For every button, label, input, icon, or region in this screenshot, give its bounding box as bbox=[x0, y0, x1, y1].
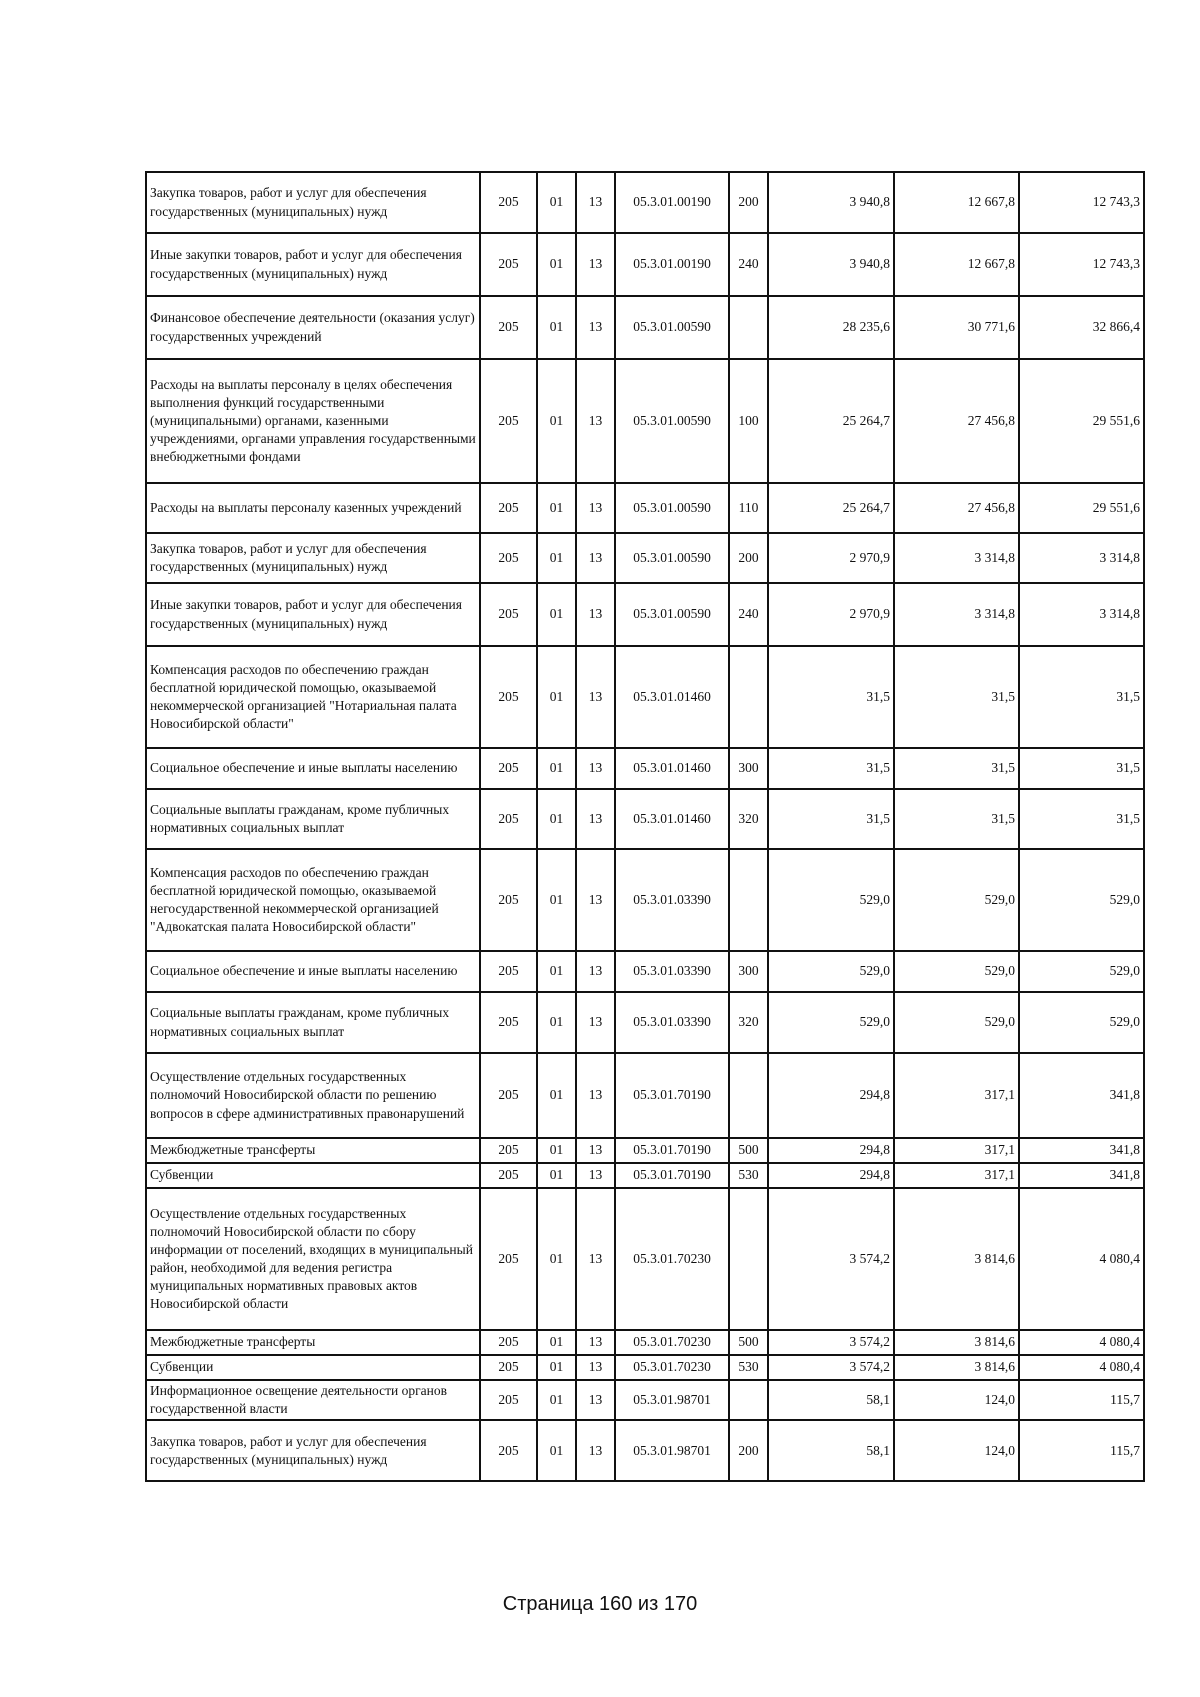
cell-vr: 320 bbox=[729, 992, 768, 1053]
cell-vr: 200 bbox=[729, 533, 768, 583]
cell-amount-year2: 30 771,6 bbox=[894, 296, 1019, 359]
budget-table bbox=[145, 171, 1145, 1482]
table-row bbox=[146, 1355, 1144, 1380]
cell-pr: 13 bbox=[576, 646, 615, 748]
cell-pr: 13 bbox=[576, 296, 615, 359]
cell-amount-year1: 25 264,7 bbox=[768, 359, 894, 483]
row-name: Расходы на выплаты персоналу казенных учреждений bbox=[146, 483, 480, 533]
cell-amount-year2: 12 667,8 bbox=[894, 172, 1019, 233]
cell-rz: 01 bbox=[537, 646, 576, 748]
table-row bbox=[146, 789, 1144, 849]
cell-vr: 500 bbox=[729, 1330, 768, 1355]
cell-rz: 01 bbox=[537, 1330, 576, 1355]
cell-grbs: 205 bbox=[480, 951, 537, 992]
cell-vr bbox=[729, 1188, 768, 1330]
row-name: Иные закупки товаров, работ и услуг для обеспечения государственных (муниципальных) нужд bbox=[146, 583, 480, 646]
cell-csr: 05.3.01.98701 bbox=[615, 1380, 729, 1420]
cell-csr: 05.3.01.00590 bbox=[615, 583, 729, 646]
row-name: Социальные выплаты гражданам, кроме публичных нормативных социальных выплат bbox=[146, 789, 480, 849]
cell-amount-year1: 529,0 bbox=[768, 951, 894, 992]
cell-amount-year2: 124,0 bbox=[894, 1380, 1019, 1420]
row-name: Закупка товаров, работ и услуг для обеспечения государственных (муниципальных) нужд bbox=[146, 1420, 480, 1481]
cell-amount-year2: 124,0 bbox=[894, 1420, 1019, 1481]
cell-pr: 13 bbox=[576, 1380, 615, 1420]
cell-csr: 05.3.01.01460 bbox=[615, 789, 729, 849]
cell-vr: 500 bbox=[729, 1138, 768, 1163]
cell-amount-year2: 3 314,8 bbox=[894, 533, 1019, 583]
cell-grbs: 205 bbox=[480, 1138, 537, 1163]
cell-csr: 05.3.01.70190 bbox=[615, 1138, 729, 1163]
cell-amount-year3: 3 314,8 bbox=[1019, 583, 1144, 646]
cell-grbs: 205 bbox=[480, 233, 537, 296]
cell-csr: 05.3.01.00190 bbox=[615, 233, 729, 296]
cell-rz: 01 bbox=[537, 1138, 576, 1163]
cell-grbs: 205 bbox=[480, 849, 537, 951]
cell-amount-year3: 341,8 bbox=[1019, 1163, 1144, 1188]
cell-csr: 05.3.01.98701 bbox=[615, 1420, 729, 1481]
table-row bbox=[146, 296, 1144, 359]
cell-csr: 05.3.01.00190 bbox=[615, 172, 729, 233]
table-row bbox=[146, 233, 1144, 296]
table-row bbox=[146, 646, 1144, 748]
cell-grbs: 205 bbox=[480, 172, 537, 233]
cell-amount-year1: 25 264,7 bbox=[768, 483, 894, 533]
page-number: Страница 160 из 170 bbox=[502, 1593, 698, 1615]
cell-csr: 05.3.01.00590 bbox=[615, 359, 729, 483]
cell-pr: 13 bbox=[576, 1188, 615, 1330]
cell-grbs: 205 bbox=[480, 789, 537, 849]
cell-amount-year3: 529,0 bbox=[1019, 992, 1144, 1053]
cell-grbs: 205 bbox=[480, 646, 537, 748]
cell-amount-year2: 27 456,8 bbox=[894, 359, 1019, 483]
row-name: Межбюджетные трансферты bbox=[146, 1330, 480, 1355]
cell-amount-year3: 32 866,4 bbox=[1019, 296, 1144, 359]
cell-rz: 01 bbox=[537, 951, 576, 992]
table-row bbox=[146, 533, 1144, 583]
cell-pr: 13 bbox=[576, 172, 615, 233]
cell-amount-year1: 31,5 bbox=[768, 646, 894, 748]
cell-vr: 320 bbox=[729, 789, 768, 849]
table-body bbox=[146, 172, 1144, 1481]
cell-rz: 01 bbox=[537, 1163, 576, 1188]
cell-rz: 01 bbox=[537, 1053, 576, 1138]
cell-amount-year1: 294,8 bbox=[768, 1138, 894, 1163]
cell-vr bbox=[729, 1053, 768, 1138]
cell-amount-year2: 317,1 bbox=[894, 1138, 1019, 1163]
cell-pr: 13 bbox=[576, 1138, 615, 1163]
table-row bbox=[146, 172, 1144, 233]
cell-csr: 05.3.01.00590 bbox=[615, 296, 729, 359]
cell-csr: 05.3.01.70230 bbox=[615, 1355, 729, 1380]
cell-amount-year1: 529,0 bbox=[768, 849, 894, 951]
cell-csr: 05.3.01.70230 bbox=[615, 1330, 729, 1355]
cell-grbs: 205 bbox=[480, 1163, 537, 1188]
cell-amount-year2: 529,0 bbox=[894, 849, 1019, 951]
table-row bbox=[146, 1163, 1144, 1188]
cell-amount-year2: 3 814,6 bbox=[894, 1330, 1019, 1355]
cell-vr bbox=[729, 296, 768, 359]
cell-rz: 01 bbox=[537, 748, 576, 789]
cell-amount-year3: 4 080,4 bbox=[1019, 1330, 1144, 1355]
cell-pr: 13 bbox=[576, 748, 615, 789]
cell-grbs: 205 bbox=[480, 1053, 537, 1138]
cell-vr: 300 bbox=[729, 748, 768, 789]
cell-vr: 200 bbox=[729, 172, 768, 233]
cell-amount-year3: 31,5 bbox=[1019, 646, 1144, 748]
row-name: Субвенции bbox=[146, 1355, 480, 1380]
cell-vr bbox=[729, 1380, 768, 1420]
cell-grbs: 205 bbox=[480, 359, 537, 483]
cell-amount-year1: 28 235,6 bbox=[768, 296, 894, 359]
cell-rz: 01 bbox=[537, 789, 576, 849]
cell-amount-year3: 115,7 bbox=[1019, 1380, 1144, 1420]
row-name: Расходы на выплаты персоналу в целях обеспечения выполнения функций государственными (муниципальными) органами, казенными учреждениями, органами управления государственными внебюджетными фондами bbox=[146, 359, 480, 483]
cell-pr: 13 bbox=[576, 1355, 615, 1380]
cell-amount-year3: 29 551,6 bbox=[1019, 483, 1144, 533]
cell-pr: 13 bbox=[576, 789, 615, 849]
cell-csr: 05.3.01.01460 bbox=[615, 748, 729, 789]
table-row bbox=[146, 1188, 1144, 1330]
cell-pr: 13 bbox=[576, 1053, 615, 1138]
cell-amount-year2: 317,1 bbox=[894, 1053, 1019, 1138]
cell-pr: 13 bbox=[576, 951, 615, 992]
row-name: Закупка товаров, работ и услуг для обеспечения государственных (муниципальных) нужд bbox=[146, 172, 480, 233]
row-name: Социальное обеспечение и иные выплаты населению bbox=[146, 951, 480, 992]
cell-amount-year3: 12 743,3 bbox=[1019, 233, 1144, 296]
cell-pr: 13 bbox=[576, 233, 615, 296]
cell-rz: 01 bbox=[537, 359, 576, 483]
row-name: Социальное обеспечение и иные выплаты населению bbox=[146, 748, 480, 789]
cell-amount-year2: 31,5 bbox=[894, 789, 1019, 849]
row-name: Осуществление отдельных государственных полномочий Новосибирской области по решению вопросов в сфере административных правонарушений bbox=[146, 1053, 480, 1138]
cell-vr: 240 bbox=[729, 233, 768, 296]
cell-amount-year3: 529,0 bbox=[1019, 951, 1144, 992]
table-row bbox=[146, 1420, 1144, 1481]
row-name: Социальные выплаты гражданам, кроме публичных нормативных социальных выплат bbox=[146, 992, 480, 1053]
cell-csr: 05.3.01.70190 bbox=[615, 1053, 729, 1138]
cell-grbs: 205 bbox=[480, 1420, 537, 1481]
cell-grbs: 205 bbox=[480, 748, 537, 789]
cell-grbs: 205 bbox=[480, 992, 537, 1053]
cell-rz: 01 bbox=[537, 583, 576, 646]
cell-pr: 13 bbox=[576, 583, 615, 646]
cell-csr: 05.3.01.70230 bbox=[615, 1188, 729, 1330]
cell-amount-year1: 31,5 bbox=[768, 748, 894, 789]
cell-amount-year1: 2 970,9 bbox=[768, 533, 894, 583]
cell-amount-year3: 12 743,3 bbox=[1019, 172, 1144, 233]
table-row bbox=[146, 1053, 1144, 1138]
cell-vr: 300 bbox=[729, 951, 768, 992]
cell-rz: 01 bbox=[537, 233, 576, 296]
cell-grbs: 205 bbox=[480, 533, 537, 583]
cell-amount-year1: 2 970,9 bbox=[768, 583, 894, 646]
cell-amount-year2: 529,0 bbox=[894, 992, 1019, 1053]
cell-amount-year3: 3 314,8 bbox=[1019, 533, 1144, 583]
cell-amount-year3: 29 551,6 bbox=[1019, 359, 1144, 483]
cell-amount-year2: 31,5 bbox=[894, 748, 1019, 789]
cell-vr bbox=[729, 849, 768, 951]
cell-amount-year3: 4 080,4 bbox=[1019, 1355, 1144, 1380]
cell-amount-year3: 341,8 bbox=[1019, 1138, 1144, 1163]
cell-amount-year3: 529,0 bbox=[1019, 849, 1144, 951]
table-row bbox=[146, 359, 1144, 483]
cell-pr: 13 bbox=[576, 1330, 615, 1355]
cell-csr: 05.3.01.00590 bbox=[615, 533, 729, 583]
cell-amount-year1: 529,0 bbox=[768, 992, 894, 1053]
cell-vr: 110 bbox=[729, 483, 768, 533]
cell-csr: 05.3.01.03390 bbox=[615, 849, 729, 951]
cell-amount-year2: 3 814,6 bbox=[894, 1188, 1019, 1330]
cell-amount-year1: 3 574,2 bbox=[768, 1188, 894, 1330]
cell-csr: 05.3.01.70190 bbox=[615, 1163, 729, 1188]
table-row bbox=[146, 1380, 1144, 1420]
cell-csr: 05.3.01.03390 bbox=[615, 992, 729, 1053]
table-row bbox=[146, 951, 1144, 992]
cell-amount-year2: 12 667,8 bbox=[894, 233, 1019, 296]
cell-pr: 13 bbox=[576, 1420, 615, 1481]
cell-rz: 01 bbox=[537, 1420, 576, 1481]
row-name: Финансовое обеспечение деятельности (оказания услуг) государственных учреждений bbox=[146, 296, 480, 359]
cell-grbs: 205 bbox=[480, 296, 537, 359]
cell-rz: 01 bbox=[537, 483, 576, 533]
table-row bbox=[146, 1330, 1144, 1355]
cell-pr: 13 bbox=[576, 849, 615, 951]
cell-amount-year3: 31,5 bbox=[1019, 748, 1144, 789]
cell-csr: 05.3.01.01460 bbox=[615, 646, 729, 748]
cell-rz: 01 bbox=[537, 1355, 576, 1380]
cell-pr: 13 bbox=[576, 1163, 615, 1188]
cell-grbs: 205 bbox=[480, 483, 537, 533]
cell-vr: 200 bbox=[729, 1420, 768, 1481]
cell-amount-year1: 3 940,8 bbox=[768, 233, 894, 296]
cell-pr: 13 bbox=[576, 533, 615, 583]
cell-amount-year2: 317,1 bbox=[894, 1163, 1019, 1188]
cell-rz: 01 bbox=[537, 1380, 576, 1420]
cell-amount-year3: 115,7 bbox=[1019, 1420, 1144, 1481]
cell-amount-year1: 3 574,2 bbox=[768, 1330, 894, 1355]
table-row bbox=[146, 1138, 1144, 1163]
cell-rz: 01 bbox=[537, 172, 576, 233]
cell-pr: 13 bbox=[576, 359, 615, 483]
cell-grbs: 205 bbox=[480, 1188, 537, 1330]
cell-amount-year2: 529,0 bbox=[894, 951, 1019, 992]
cell-amount-year2: 3 314,8 bbox=[894, 583, 1019, 646]
cell-rz: 01 bbox=[537, 533, 576, 583]
cell-vr: 530 bbox=[729, 1355, 768, 1380]
cell-rz: 01 bbox=[537, 1188, 576, 1330]
cell-rz: 01 bbox=[537, 992, 576, 1053]
cell-grbs: 205 bbox=[480, 1380, 537, 1420]
cell-amount-year1: 3 940,8 bbox=[768, 172, 894, 233]
table-row bbox=[146, 583, 1144, 646]
cell-amount-year1: 58,1 bbox=[768, 1420, 894, 1481]
table-row bbox=[146, 748, 1144, 789]
cell-amount-year1: 58,1 bbox=[768, 1380, 894, 1420]
cell-amount-year2: 27 456,8 bbox=[894, 483, 1019, 533]
cell-amount-year2: 31,5 bbox=[894, 646, 1019, 748]
row-name: Компенсация расходов по обеспечению граждан бесплатной юридической помощью, оказываемой негосударственной некоммерческой организацией "Адвокатская палата Новосибирской области" bbox=[146, 849, 480, 951]
cell-grbs: 205 bbox=[480, 1355, 537, 1380]
cell-amount-year1: 294,8 bbox=[768, 1053, 894, 1138]
cell-vr bbox=[729, 646, 768, 748]
cell-amount-year1: 31,5 bbox=[768, 789, 894, 849]
cell-pr: 13 bbox=[576, 992, 615, 1053]
row-name: Субвенции bbox=[146, 1163, 480, 1188]
cell-amount-year3: 31,5 bbox=[1019, 789, 1144, 849]
cell-grbs: 205 bbox=[480, 1330, 537, 1355]
cell-rz: 01 bbox=[537, 849, 576, 951]
table-row bbox=[146, 849, 1144, 951]
cell-amount-year1: 3 574,2 bbox=[768, 1355, 894, 1380]
cell-amount-year3: 341,8 bbox=[1019, 1053, 1144, 1138]
cell-csr: 05.3.01.00590 bbox=[615, 483, 729, 533]
row-name: Иные закупки товаров, работ и услуг для обеспечения государственных (муниципальных) нужд bbox=[146, 233, 480, 296]
cell-amount-year2: 3 814,6 bbox=[894, 1355, 1019, 1380]
cell-vr: 240 bbox=[729, 583, 768, 646]
row-name: Компенсация расходов по обеспечению граждан бесплатной юридической помощью, оказываемой некоммерческой организацией "Нотариальная палата Новосибирской области" bbox=[146, 646, 480, 748]
table-row bbox=[146, 992, 1144, 1053]
cell-grbs: 205 bbox=[480, 583, 537, 646]
row-name: Межбюджетные трансферты bbox=[146, 1138, 480, 1163]
table-row bbox=[146, 483, 1144, 533]
cell-csr: 05.3.01.03390 bbox=[615, 951, 729, 992]
cell-vr: 100 bbox=[729, 359, 768, 483]
row-name: Закупка товаров, работ и услуг для обеспечения государственных (муниципальных) нужд bbox=[146, 533, 480, 583]
row-name: Информационное освещение деятельности органов государственной власти bbox=[146, 1380, 480, 1420]
cell-rz: 01 bbox=[537, 296, 576, 359]
row-name: Осуществление отдельных государственных полномочий Новосибирской области по сбору информации от поселений, входящих в муниципальный район, необходимой для ведения регистра муниципальных нормативных правовых актов Новосибирской области bbox=[146, 1188, 480, 1330]
cell-vr: 530 bbox=[729, 1163, 768, 1188]
cell-pr: 13 bbox=[576, 483, 615, 533]
cell-amount-year3: 4 080,4 bbox=[1019, 1188, 1144, 1330]
cell-amount-year1: 294,8 bbox=[768, 1163, 894, 1188]
